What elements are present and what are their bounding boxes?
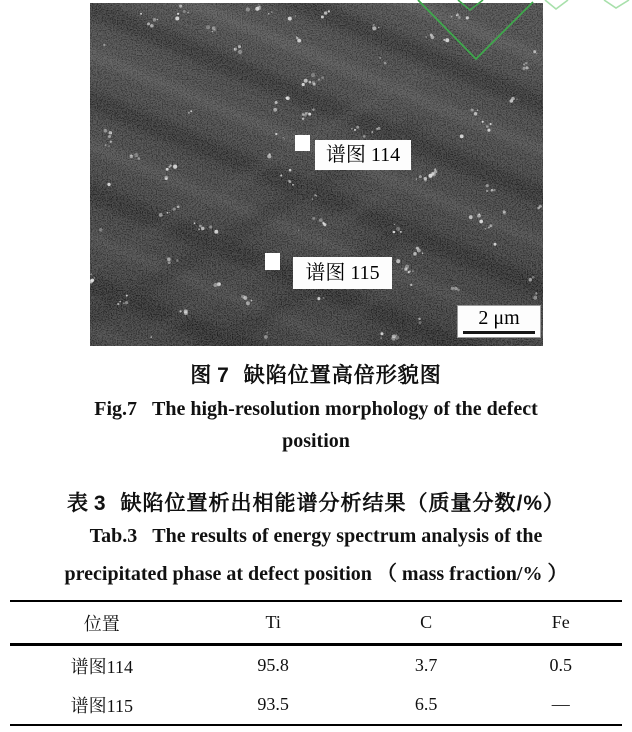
column-header-position: 位置 — [10, 601, 194, 645]
table-title-zh: 缺陷位置析出相能谱分析结果（质量分数/%） — [120, 492, 566, 515]
spectrum-marker-square-114 — [295, 135, 310, 151]
table-number-en: Tab.3 — [89, 525, 138, 547]
table-title-en: The results of energy spectrum analysis of the — [152, 525, 543, 547]
scale-bar-line — [463, 331, 535, 334]
sem-micrograph — [90, 3, 543, 346]
figure-number-en: Fig.7 — [94, 398, 138, 420]
figure-caption-zh — [0, 359, 632, 389]
table-row — [10, 645, 622, 686]
table-caption-en-line2: precipitated phase at defect position （ mass fraction/% ） — [64, 563, 568, 585]
cell-ti: 95.8 — [257, 655, 289, 675]
cell-position: 谱图115 — [70, 695, 133, 716]
checkmark-annotation-small-3 — [604, 0, 629, 8]
cell-c: 3.7 — [414, 655, 438, 675]
scale-bar — [457, 305, 541, 338]
figure-caption-en-line1 — [0, 398, 632, 421]
cell-position: 谱图114 — [70, 656, 133, 677]
figure-title-zh: 缺陷位置高倍形貌图 — [243, 364, 442, 387]
cell-ti: 93.5 — [257, 694, 289, 714]
checkmark-annotation-small-2 — [545, 0, 568, 9]
cell-fe: 0.5 — [549, 655, 573, 675]
spectrum-label-114: 谱图 114 — [315, 140, 411, 170]
sem-texture — [90, 3, 543, 346]
spectrum-marker-square-115 — [265, 253, 280, 270]
table-row — [10, 685, 622, 725]
eds-results-table — [10, 600, 622, 726]
table-number-zh: 表 3 — [66, 492, 106, 515]
column-header-ti: Ti — [194, 601, 353, 645]
figure-title-en: The high-resolution morphology of the defect — [152, 398, 538, 420]
scale-bar-label: 2 μm — [478, 307, 520, 329]
table-caption-en-line1 — [0, 525, 632, 548]
table-header-row — [10, 601, 622, 645]
table-caption-zh — [0, 487, 632, 517]
column-header-fe: Fe — [500, 601, 622, 645]
cell-c: 6.5 — [414, 694, 438, 714]
cell-fe: — — [551, 694, 570, 714]
spectrum-label-115: 谱图 115 — [293, 257, 392, 289]
column-header-c: C — [353, 601, 500, 645]
figure-caption-en-line2: position — [282, 430, 350, 452]
figure-number-zh: 图 7 — [190, 364, 229, 387]
